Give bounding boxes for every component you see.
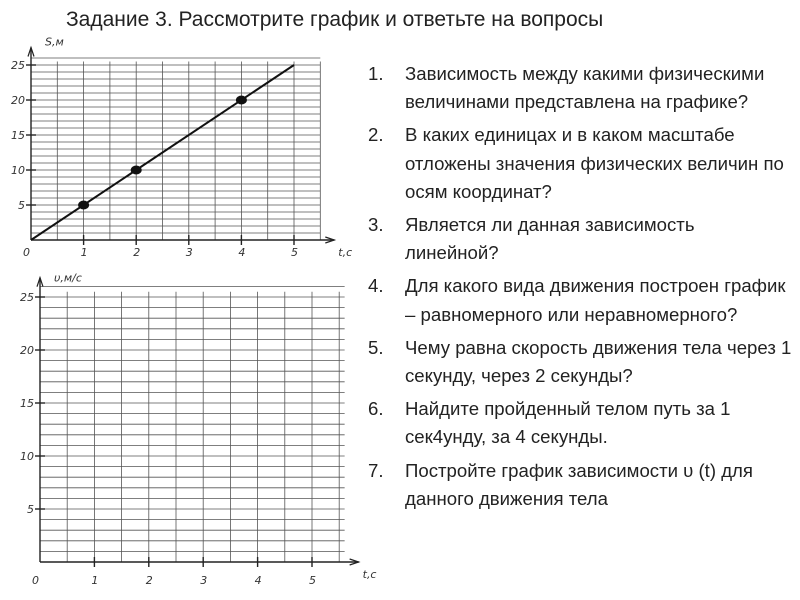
question-item xyxy=(368,121,793,206)
question-item xyxy=(368,211,793,267)
question-text: Найдите пройденный телом путь за 1 сек4унду, за 4 секунды. xyxy=(405,398,731,448)
x-tick-label: 2 xyxy=(133,246,141,259)
y-axis-label: υ,м/с xyxy=(54,271,82,285)
chart-distance-time xyxy=(0,35,360,259)
x-tick-label: 1 xyxy=(80,246,88,259)
question-number: 4. xyxy=(368,275,384,297)
x-tick-label: 4 xyxy=(254,574,262,587)
chart-velocity-time xyxy=(0,258,377,600)
y-tick-label: 5 xyxy=(18,199,25,212)
question-item xyxy=(368,60,793,116)
x-tick-label: 3 xyxy=(185,246,193,259)
y-tick-label: 25 xyxy=(11,59,25,72)
y-tick-label: 25 xyxy=(20,291,34,304)
question-item xyxy=(368,334,793,390)
data-point xyxy=(131,166,142,175)
question-number: 7. xyxy=(368,459,384,481)
y-tick-label: 10 xyxy=(20,450,34,463)
x-tick-label: 3 xyxy=(200,574,208,587)
x-tick-label: 0 xyxy=(32,574,39,587)
question-item xyxy=(368,272,793,328)
question-number: 2. xyxy=(368,124,384,146)
x-tick-label: 5 xyxy=(291,246,298,259)
x-tick-label: 4 xyxy=(238,246,246,259)
y-tick-label: 15 xyxy=(11,129,25,142)
data-point xyxy=(78,201,89,210)
data-point xyxy=(236,96,247,105)
question-item xyxy=(368,395,793,451)
y-tick-label: 5 xyxy=(27,503,34,516)
question-item xyxy=(368,457,793,513)
x-axis-label: t,c xyxy=(338,246,353,259)
question-text: В каких единицах и в каком масштабе отложены значения физических величин по осям координат? xyxy=(405,124,784,202)
y-tick-label: 20 xyxy=(20,344,34,357)
grid xyxy=(31,58,320,240)
question-text: Для какого вида движения построен график – равномерного или неравномерного? xyxy=(405,275,786,325)
x-tick-label: 5 xyxy=(309,574,316,587)
question-text: Является ли данная зависимость линейной? xyxy=(405,214,695,264)
x-tick-label: 2 xyxy=(145,574,153,587)
x-tick-label: 1 xyxy=(91,574,99,587)
question-number: 3. xyxy=(368,214,384,236)
x-tick-label: 0 xyxy=(23,246,30,259)
question-number: 6. xyxy=(368,398,384,420)
y-tick-label: 20 xyxy=(11,94,25,107)
slide-title: Задание 3. Рассмотрите график и ответьте на вопросы xyxy=(66,8,604,31)
question-list xyxy=(368,60,793,518)
y-axis-label: S,м xyxy=(45,35,64,49)
question-text: Чему равна скорость движения тела через 1 секунду, через 2 секунды? xyxy=(405,336,792,387)
question-number: 5. xyxy=(368,336,384,358)
y-tick-label: 10 xyxy=(11,164,25,177)
question-text: Постройте график зависимости υ (t) для данного движения тела xyxy=(405,459,753,509)
grid xyxy=(40,286,345,562)
x-axis-label: t,c xyxy=(362,568,377,581)
y-tick-label: 15 xyxy=(20,397,34,410)
question-text: Зависимость между какими физическими величинами представлена на графике? xyxy=(405,63,765,113)
question-number: 1. xyxy=(368,63,384,84)
